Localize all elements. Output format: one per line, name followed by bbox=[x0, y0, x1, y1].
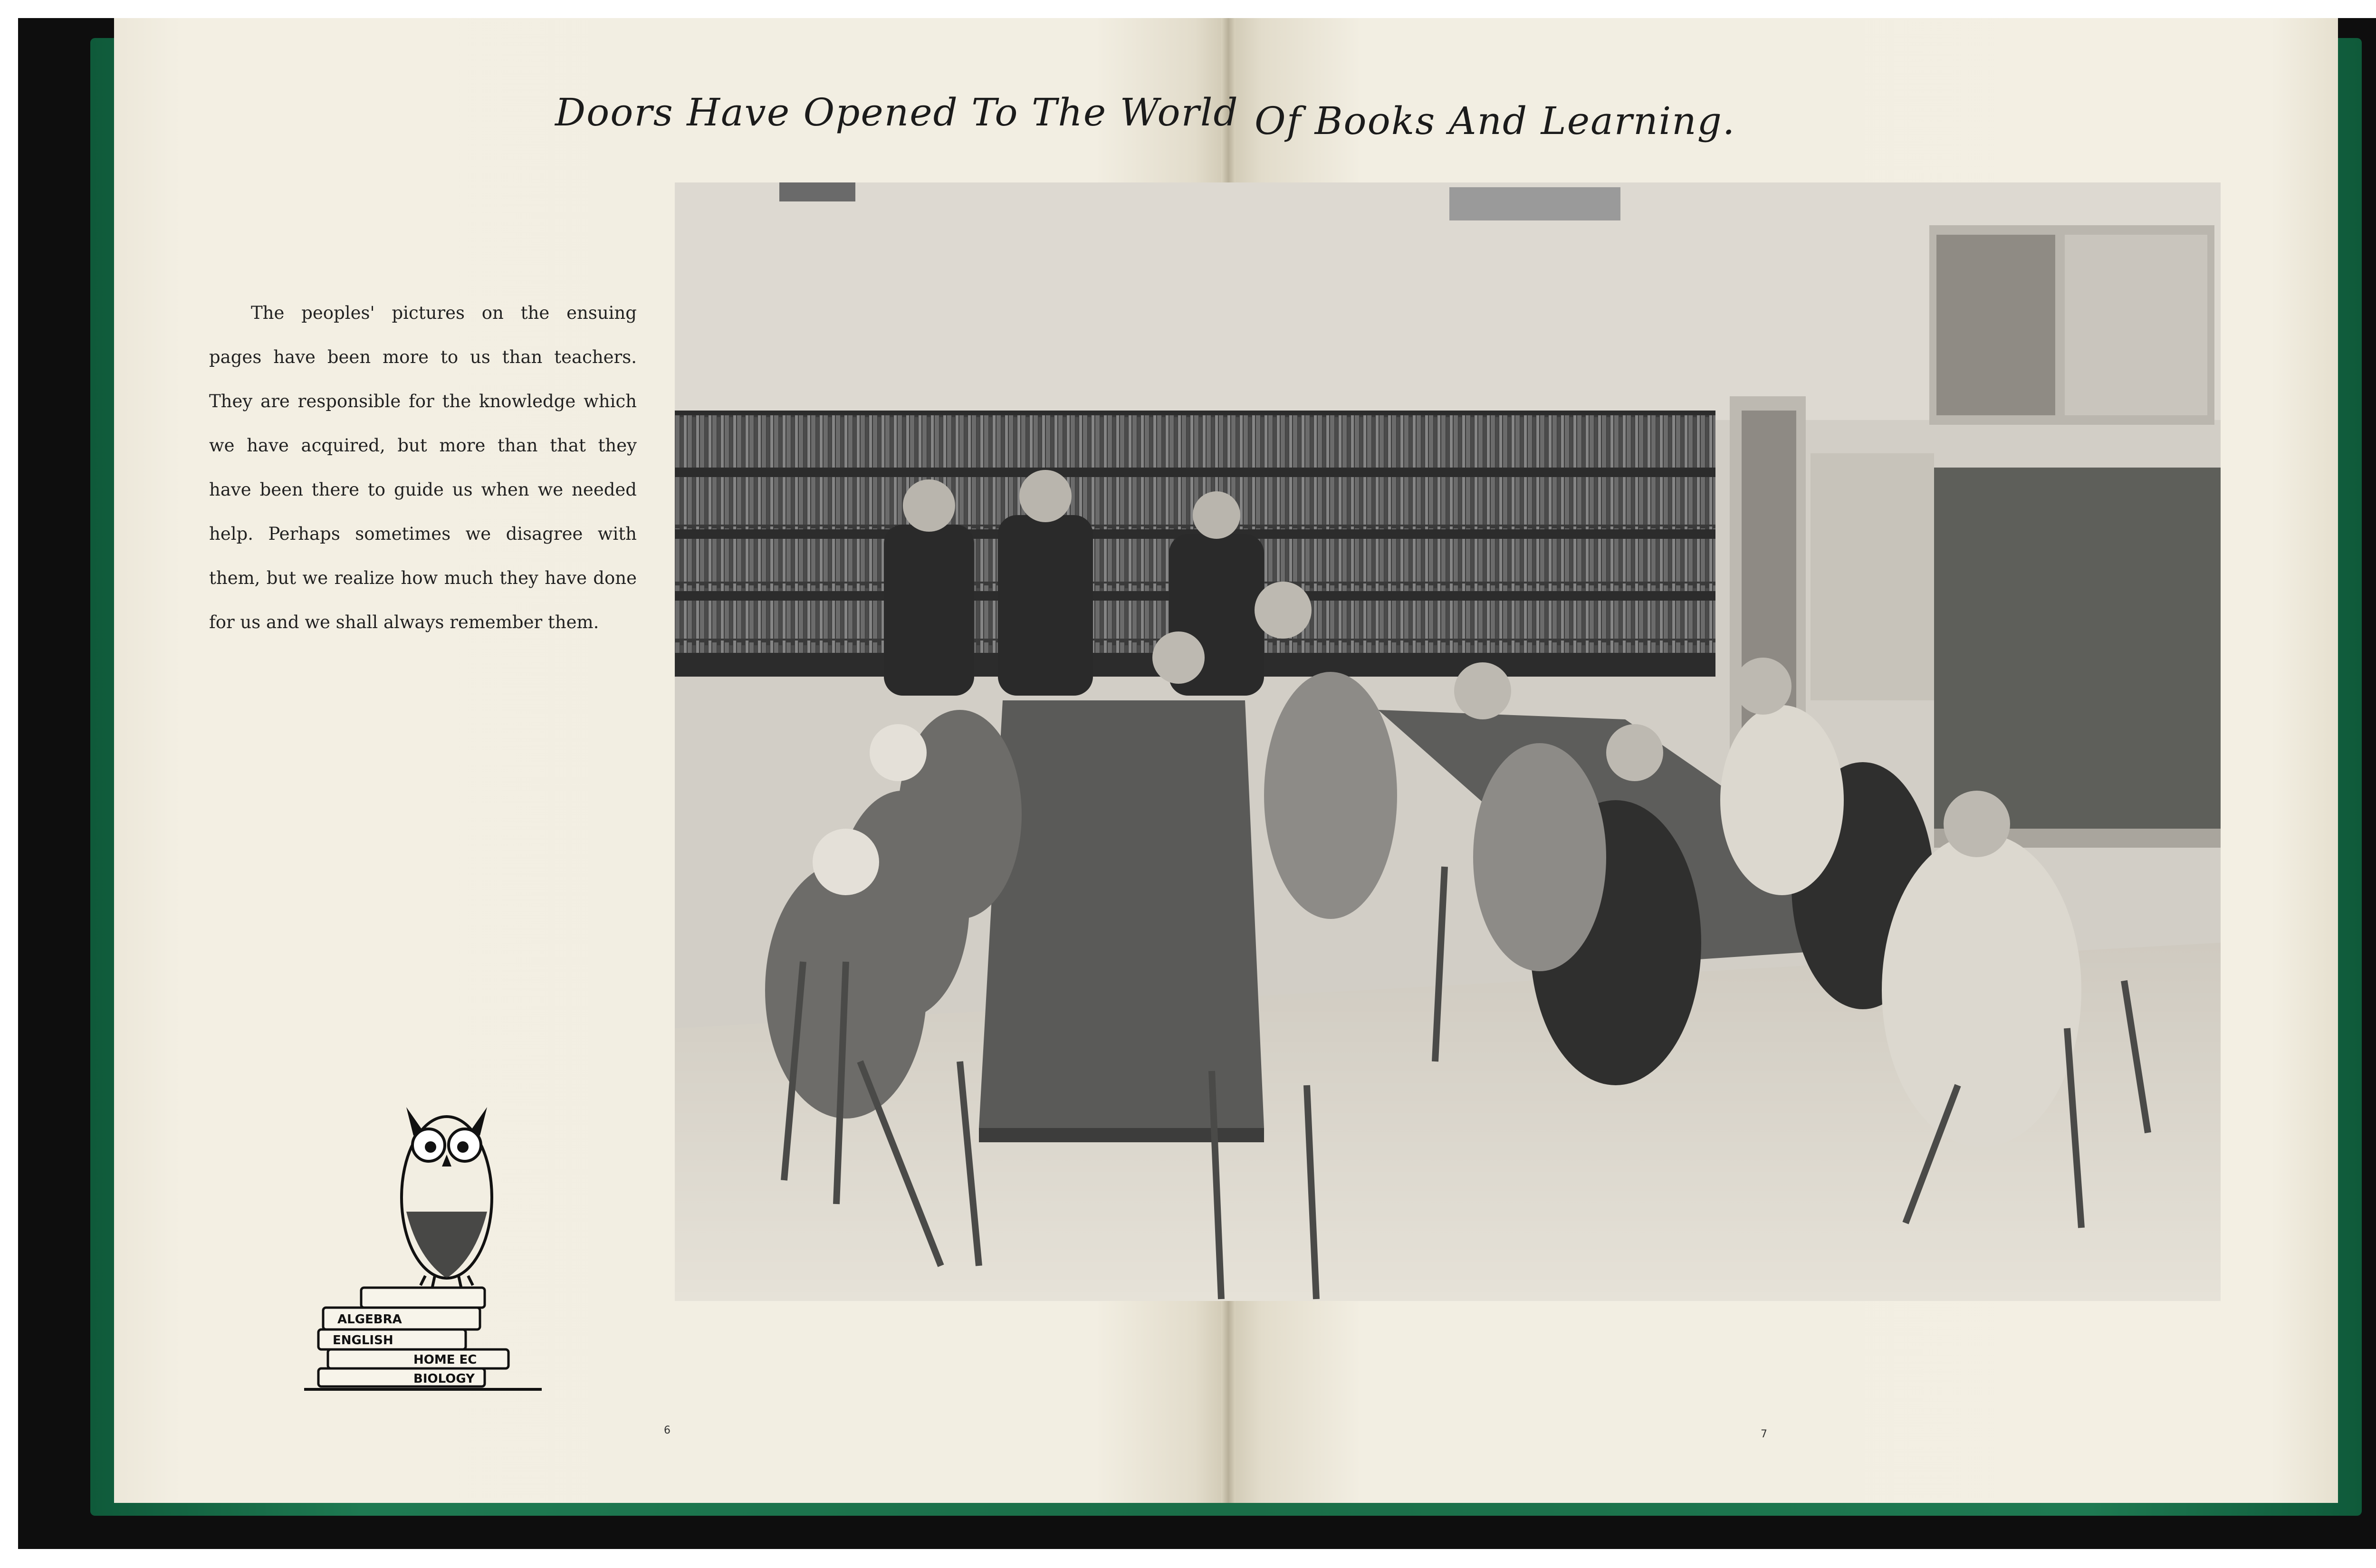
book-spine-english: ENGLISH bbox=[333, 1333, 393, 1348]
faculty-meeting-photo bbox=[675, 182, 2221, 1301]
intro-paragraph: The peoples' pictures on the ensuing pages have been more to us than teachers. They are responsible for the knowledge which we have acquired, but more than that they have been there to guide us when we needed help. Perhaps sometimes we disagree with them, but we realize how much they have done for us and we shall always remember them. bbox=[209, 303, 637, 632]
page-number-left: 6 bbox=[664, 1425, 671, 1436]
heading-right: Of Books And Learning. bbox=[1255, 99, 1736, 143]
book-spine-algebra: ALGEBRA bbox=[337, 1312, 402, 1327]
heading-left: Doors Have Opened To The World bbox=[555, 90, 1239, 134]
page-number-right: 7 bbox=[1761, 1428, 1767, 1440]
book-spine-biology: BIOLOGY bbox=[413, 1372, 475, 1386]
book-spine-home-ec: HOME EC bbox=[413, 1353, 477, 1367]
owl-on-books-illustration bbox=[304, 1088, 542, 1392]
